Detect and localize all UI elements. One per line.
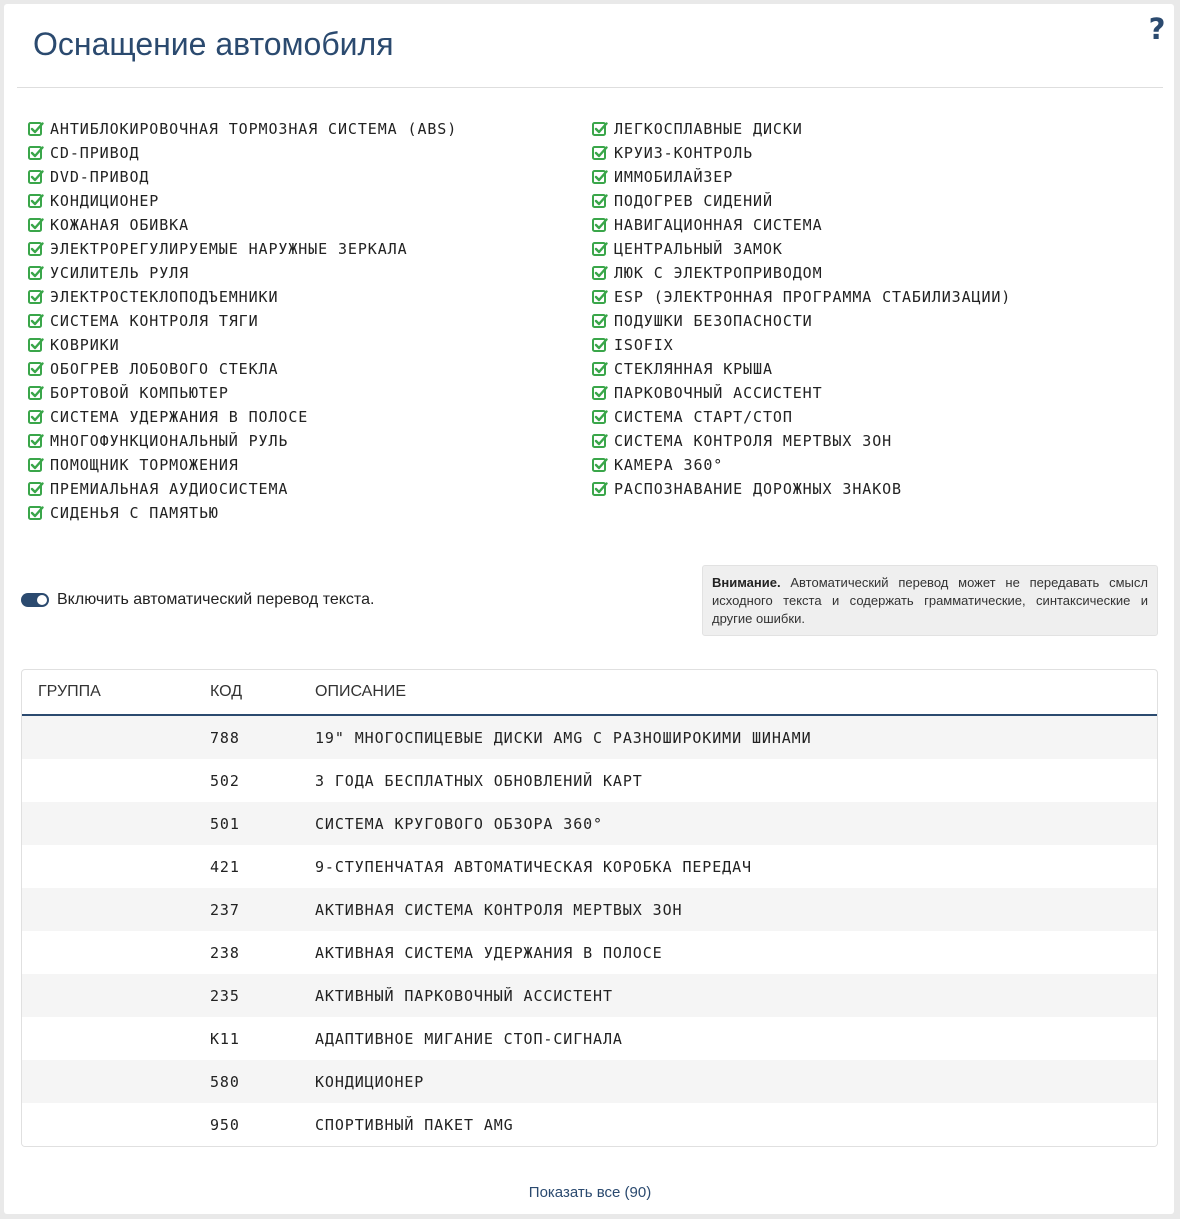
feature-list-right: [592, 117, 1011, 501]
cell-description: 19" МНОГОСПИЦЕВЫЕ ДИСКИ AMG С РАЗНОШИРОКИМИ ШИНАМИ: [315, 728, 812, 747]
feature-label: ПАРКОВОЧНЫЙ АССИСТЕНТ: [614, 384, 823, 402]
check-square-icon: [28, 169, 44, 185]
feature-label: СИСТЕМА СТАРТ/СТОП: [614, 408, 793, 426]
feature-label: КОВРИКИ: [50, 336, 120, 354]
feature-label: ОБОГРЕВ ЛОБОВОГО СТЕКЛА: [50, 360, 279, 378]
cell-description: КОНДИЦИОНЕР: [315, 1072, 425, 1091]
show-all-link[interactable]: Показать все (90): [528, 1184, 652, 1201]
feature-label: СИСТЕМА УДЕРЖАНИЯ В ПОЛОСЕ: [50, 408, 309, 426]
feature-item: [592, 381, 1011, 405]
feature-item: [592, 477, 1011, 501]
feature-label: ЛЮК С ЭЛЕКТРОПРИВОДОМ: [614, 264, 823, 282]
auto-translate-toggle[interactable]: [21, 593, 49, 607]
cell-group: [22, 888, 210, 931]
feature-item: [592, 165, 1011, 189]
feature-list-left: [28, 117, 457, 525]
auto-translate-label: Включить автоматический перевод текста.: [57, 591, 375, 608]
feature-item: [28, 309, 457, 333]
check-square-icon: [28, 337, 44, 353]
feature-item: [28, 141, 457, 165]
cell-description: 3 ГОДА БЕСПЛАТНЫХ ОБНОВЛЕНИЙ КАРТ: [315, 771, 643, 790]
feature-item: [28, 261, 457, 285]
feature-item: [28, 477, 457, 501]
header-divider: [17, 87, 1163, 88]
table-row: [22, 931, 1157, 974]
feature-item: [592, 237, 1011, 261]
feature-label: СИСТЕМА КОНТРОЛЯ ТЯГИ: [50, 312, 259, 330]
feature-item: [28, 333, 457, 357]
cell-code: 788: [210, 728, 240, 747]
check-square-icon: [592, 313, 608, 329]
check-square-icon: [592, 433, 608, 449]
feature-label: КОЖАНАЯ ОБИВКА: [50, 216, 190, 234]
feature-label: БОРТОВОЙ КОМПЬЮТЕР: [50, 384, 229, 402]
feature-label: ISOFIX: [614, 336, 674, 354]
cell-group: [22, 715, 210, 759]
feature-label: КРУИЗ-КОНТРОЛЬ: [614, 144, 754, 162]
table-body: [22, 715, 1157, 1146]
cell-code: 235: [210, 986, 240, 1005]
check-square-icon: [592, 145, 608, 161]
feature-item: [592, 333, 1011, 357]
cell-description: АКТИВНАЯ СИСТЕМА УДЕРЖАНИЯ В ПОЛОСЕ: [315, 943, 663, 962]
column-header-description: ОПИСАНИЕ: [315, 670, 1157, 715]
cell-group: [22, 1103, 210, 1146]
cell-code: 238: [210, 943, 240, 962]
check-square-icon: [28, 121, 44, 137]
feature-item: [592, 309, 1011, 333]
warning-title: Внимание.: [712, 575, 781, 590]
feature-label: КАМЕРА 360°: [614, 456, 724, 474]
check-square-icon: [28, 457, 44, 473]
feature-item: [28, 237, 457, 261]
feature-item: [28, 453, 457, 477]
feature-label: УСИЛИТЕЛЬ РУЛЯ: [50, 264, 190, 282]
feature-label: ПРЕМИАЛЬНАЯ АУДИОСИСТЕМА: [50, 480, 289, 498]
check-square-icon: [592, 241, 608, 257]
feature-item: [28, 429, 457, 453]
feature-item: [592, 261, 1011, 285]
feature-item: [28, 501, 457, 525]
page-title: Оснащение автомобиля: [33, 26, 394, 62]
check-square-icon: [28, 409, 44, 425]
feature-item: [592, 405, 1011, 429]
feature-item: [28, 213, 457, 237]
feature-label: ЛЕГКОСПЛАВНЫЕ ДИСКИ: [614, 120, 803, 138]
check-square-icon: [28, 265, 44, 281]
check-square-icon: [28, 481, 44, 497]
check-square-icon: [28, 361, 44, 377]
table-row: [22, 974, 1157, 1017]
check-square-icon: [592, 121, 608, 137]
check-square-icon: [592, 385, 608, 401]
table-row: [22, 715, 1157, 759]
table-row: [22, 759, 1157, 802]
check-square-icon: [28, 241, 44, 257]
cell-code: 580: [210, 1072, 240, 1091]
check-square-icon: [592, 169, 608, 185]
column-header-code: КОД: [210, 670, 315, 715]
cell-group: [22, 802, 210, 845]
feature-item: [28, 357, 457, 381]
check-square-icon: [28, 145, 44, 161]
feature-label: НАВИГАЦИОННАЯ СИСТЕМА: [614, 216, 823, 234]
feature-item: [28, 405, 457, 429]
toggle-knob: [37, 595, 47, 605]
check-square-icon: [592, 361, 608, 377]
feature-label: АНТИБЛОКИРОВОЧНАЯ ТОРМОЗНАЯ СИСТЕМА (ABS): [50, 120, 458, 138]
feature-item: [592, 453, 1011, 477]
feature-label: СИДЕНЬЯ С ПАМЯТЬЮ: [50, 504, 219, 522]
cell-group: [22, 931, 210, 974]
cell-code: K11: [210, 1029, 240, 1048]
feature-label: РАСПОЗНАВАНИЕ ДОРОЖНЫХ ЗНАКОВ: [614, 480, 902, 498]
check-square-icon: [28, 505, 44, 521]
feature-label: ПОМОЩНИК ТОРМОЖЕНИЯ: [50, 456, 239, 474]
cell-group: [22, 974, 210, 1017]
equipment-panel: [4, 4, 1174, 1214]
cell-description: СПОРТИВНЫЙ ПАКЕТ AMG: [315, 1115, 514, 1134]
feature-item: [592, 213, 1011, 237]
check-square-icon: [592, 409, 608, 425]
feature-label: ЭЛЕКТРОРЕГУЛИРУЕМЫЕ НАРУЖНЫЕ ЗЕРКАЛА: [50, 240, 408, 258]
cell-code: 950: [210, 1115, 240, 1134]
check-square-icon: [592, 337, 608, 353]
feature-label: CD-ПРИВОД: [50, 144, 140, 162]
feature-label: ЦЕНТРАЛЬНЫЙ ЗАМОК: [614, 240, 783, 258]
cell-description: 9-СТУПЕНЧАТАЯ АВТОМАТИЧЕСКАЯ КОРОБКА ПЕРЕДАЧ: [315, 857, 752, 876]
check-square-icon: [28, 433, 44, 449]
check-square-icon: [28, 217, 44, 233]
feature-label: МНОГОФУНКЦИОНАЛЬНЫЙ РУЛЬ: [50, 432, 289, 450]
cell-code: 237: [210, 900, 240, 919]
feature-label: ПОДУШКИ БЕЗОПАСНОСТИ: [614, 312, 813, 330]
table-row: [22, 845, 1157, 888]
check-square-icon: [28, 313, 44, 329]
feature-item: [592, 141, 1011, 165]
table-row: [22, 802, 1157, 845]
column-header-group: ГРУППА: [22, 670, 210, 715]
feature-label: ЭЛЕКТРОСТЕКЛОПОДЪЕМНИКИ: [50, 288, 279, 306]
check-square-icon: [28, 385, 44, 401]
feature-item: [592, 117, 1011, 141]
cell-code: 502: [210, 771, 240, 790]
table-header-row: [22, 670, 1157, 715]
cell-code: 501: [210, 814, 240, 833]
check-square-icon: [592, 481, 608, 497]
feature-item: [28, 285, 457, 309]
check-square-icon: [592, 289, 608, 305]
table-row: [22, 1060, 1157, 1103]
cell-group: [22, 1017, 210, 1060]
feature-label: СИСТЕМА КОНТРОЛЯ МЕРТВЫХ ЗОН: [614, 432, 893, 450]
check-square-icon: [28, 193, 44, 209]
feature-label: ESP (ЭЛЕКТРОННАЯ ПРОГРАММА СТАБИЛИЗАЦИИ): [614, 288, 1012, 306]
feature-item: [592, 429, 1011, 453]
check-square-icon: [592, 265, 608, 281]
options-table-container: [21, 669, 1158, 1147]
auto-translate-toggle-row[interactable]: [21, 590, 374, 610]
cell-description: АКТИВНАЯ СИСТЕМА КОНТРОЛЯ МЕРТВЫХ ЗОН: [315, 900, 683, 919]
cell-group: [22, 845, 210, 888]
check-square-icon: [28, 289, 44, 305]
cell-description: АДАПТИВНОЕ МИГАНИЕ СТОП-СИГНАЛА: [315, 1029, 623, 1048]
feature-label: ПОДОГРЕВ СИДЕНИЙ: [614, 192, 773, 210]
options-table: [22, 670, 1157, 1146]
table-row: [22, 1103, 1157, 1146]
feature-label: СТЕКЛЯННАЯ КРЫША: [614, 360, 773, 378]
cell-description: АКТИВНЫЙ ПАРКОВОЧНЫЙ АССИСТЕНТ: [315, 986, 613, 1005]
help-icon[interactable]: ?: [1148, 12, 1166, 46]
feature-item: [592, 189, 1011, 213]
feature-item: [592, 357, 1011, 381]
warning-text: Автоматический перевод может не передавать смысл исходного текста и содержать грамматические, синтаксические и другие ошибки.: [712, 575, 1148, 626]
cell-code: 421: [210, 857, 240, 876]
feature-item: [28, 381, 457, 405]
feature-item: [592, 285, 1011, 309]
check-square-icon: [592, 217, 608, 233]
translation-warning: [702, 565, 1158, 636]
check-square-icon: [592, 457, 608, 473]
cell-group: [22, 759, 210, 802]
table-row: [22, 1017, 1157, 1060]
feature-label: DVD-ПРИВОД: [50, 168, 150, 186]
feature-label: КОНДИЦИОНЕР: [50, 192, 160, 210]
feature-item: [28, 165, 457, 189]
feature-item: [28, 117, 457, 141]
table-row: [22, 888, 1157, 931]
check-square-icon: [592, 193, 608, 209]
cell-group: [22, 1060, 210, 1103]
feature-item: [28, 189, 457, 213]
cell-description: СИСТЕМА КРУГОВОГО ОБЗОРА 360°: [315, 814, 603, 833]
feature-label: ИММОБИЛАЙЗЕР: [614, 168, 734, 186]
